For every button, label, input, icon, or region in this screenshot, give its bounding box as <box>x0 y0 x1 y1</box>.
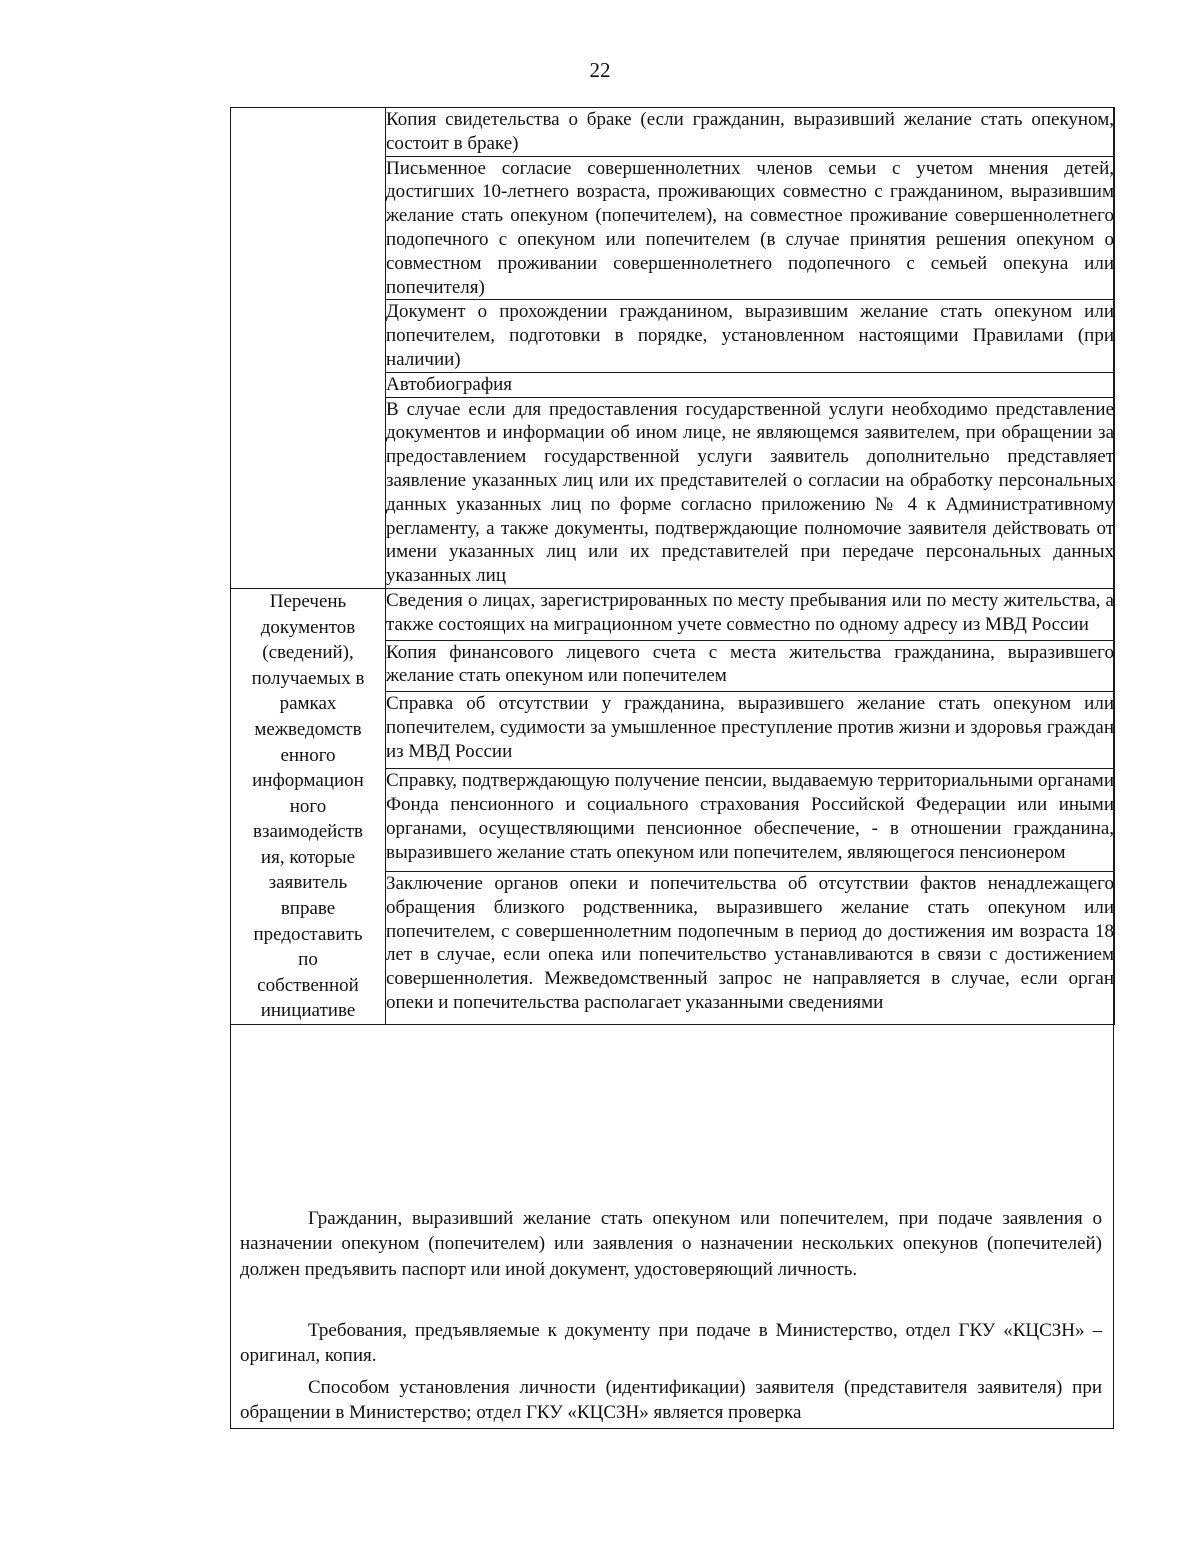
document-cell: Сведения о лицах, зарегистрированных по месту пребывания или по месту жительства, а также состоящих на миграционном учете совместно по одному адресу из МВД России <box>386 588 1115 640</box>
category-cell <box>231 588 386 1024</box>
document-cell: Справку, подтверждающую получение пенсии, выдаваемую территориальными органами Фонда пенсионного и социального страхования Российской Федерации или иными органами, осуществляющими пенсионное обеспечение, - в отношении гражданина, выразившего желание стать опекуном или попечителем, являющегося пенсионером <box>386 769 1115 871</box>
paragraph-text: Гражданин, выразивший желание стать опекуном или попечителем, при подаче заявления о назначении опекуном (попечителем) или заявления о назначении нескольких опекунов (попечителей) должен предъявить паспорт или иной документ, удостоверяющий личность. <box>240 1208 1102 1280</box>
table-row <box>231 588 1115 640</box>
paragraph-passport <box>240 1206 1102 1282</box>
table-row <box>231 108 1115 157</box>
document-cell: Копия финансового лицевого счета с места жительства гражданина, выразившего желание стать опекуном или попечителем <box>386 640 1115 692</box>
category-label: Перечень документов (сведений), получаемых в рамках межведомств енного информацион ного взаимодейств ия, которые заявитель вправе предоставить по собственной инициативе <box>251 590 365 1022</box>
document-cell: Справка об отсутствии у гражданина, выразившего желание стать опекуном или попечителем, судимости за умышленное преступление против жизни и здоровья граждан из МВД России <box>386 692 1115 769</box>
paragraph-text: Способом установления личности (идентификации) заявителя (представителя заявителя) при обращении в Министерство; отдел ГКУ «КЦСЗН» является проверка <box>240 1377 1102 1424</box>
paragraph-text: Требования, предъявляемые к документу при подаче в Министерство, отдел ГКУ «КЦСЗН» – оригинал, копия. <box>240 1320 1102 1367</box>
document-cell: Письменное согласие совершеннолетних членов семьи с учетом мнения детей, достигших 10-летнего возраста, проживающих совместно с гражданином, выразившим желание стать опекуном (попечителем), на совместное проживание совершеннолетнего подопечного с опекуном или попечителем (в случае принятия решения опекуном о совместном проживании совершеннолетнего подопечного с семьей опекуна или попечителя) <box>386 156 1115 300</box>
page-number: 22 <box>589 58 611 82</box>
empty-category-cell <box>231 108 386 589</box>
document-cell: Автобиография <box>386 372 1115 397</box>
document-cell: Копия свидетельства о браке (если гражданин, выразивший желание стать опекуном, состоит в браке) <box>386 108 1115 157</box>
document-cell: В случае если для предоставления государственной услуги необходимо представление документов и информации об ином лице, не являющемся заявителем, при обращении за предоставлением государственной услуги заявитель дополнительно представляет заявление указанных лиц или их представителей о согласии на обработку персональных данных указанных лиц по форме согласно приложению № 4 к Административному регламенту, а также документы, подтверждающие полномочие заявителя действовать от имени указанных лиц или их представителей при передаче персональных данных указанных лиц <box>386 397 1115 588</box>
document-cell: Документ о прохождении гражданином, выразившим желание стать опекуном или попечителем, подготовки в порядке, установленном настоящими Правилами (при наличии) <box>386 300 1115 372</box>
document-cell: Заключение органов опеки и попечительства об отсутствии фактов ненадлежащего обращения близкого родственника, выразившего желание стать опекуном или попечителем, с совершеннолетним подопечным в период до достижения им возраста 18 лет в случае, если опека или попечительство устанавливаются в связи с достижением совершеннолетия. Межведомственный запрос не направляется в случае, если орган опеки и попечительства располагает указанными сведениями <box>386 871 1115 1024</box>
paragraph-identification <box>240 1375 1102 1426</box>
documents-table <box>230 107 1115 1025</box>
paragraph-requirements <box>240 1318 1102 1369</box>
